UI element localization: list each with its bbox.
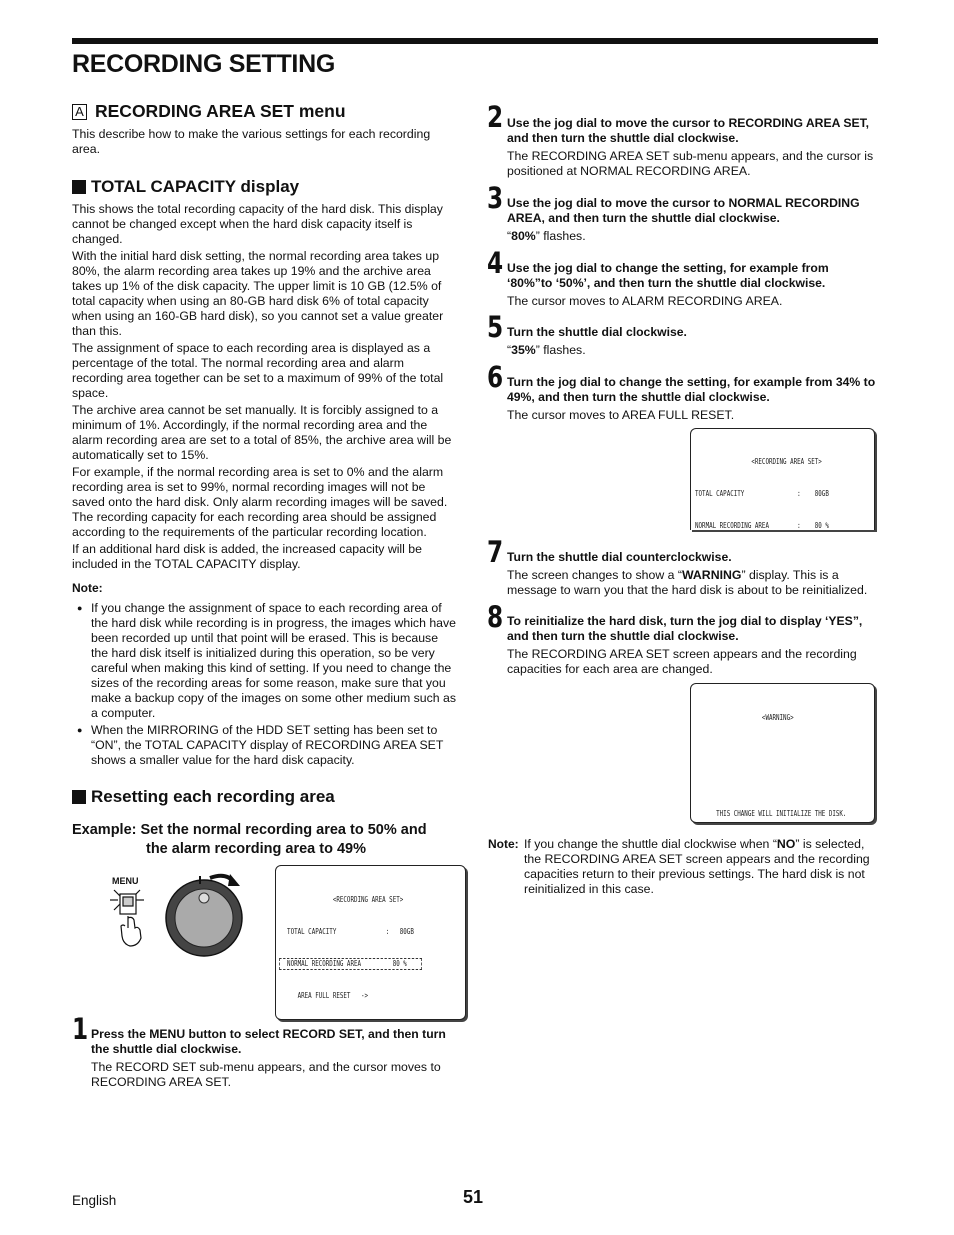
right-note — [488, 837, 878, 897]
step-4 — [507, 261, 877, 309]
menu-button-illustration — [108, 876, 152, 948]
top-rule — [72, 38, 878, 44]
note-bullet: ● If you change the assignment of space to each recording area of the hard disk while recording is in progress, the images which have been recorded up until that point will be erased. This is because the hard disk itself is initialized during this operation, so be very careful when making this kind of setting. If you need to change the sizes of the recording areas for some reason, make sure that you make a backup copy of the images on some other medium such as a computer. — [72, 601, 457, 721]
screen-line: TOTAL CAPACITY : 80GB — [695, 488, 829, 498]
note-strong: NO — [776, 837, 796, 851]
step-result-text: ” display. This is a message to warn you that the hard disk is about to be reinitialized. — [507, 568, 868, 597]
example-caption — [72, 821, 462, 859]
example-line-1: Example: Set the normal recording area to 50% and — [72, 822, 427, 838]
step-result — [507, 568, 877, 598]
note-label: Note: — [72, 581, 103, 595]
note-text-part: ” is selected, the RECORDING AREA SET screen appears and the recording capacities return to their previous settings. The hard disk is not reinitialized in this case. — [524, 837, 870, 896]
warning-screen — [690, 683, 875, 823]
note-text — [488, 837, 878, 897]
screen-line: NORMAL RECORDING AREA : 80 % — [695, 520, 829, 530]
screen-line — [695, 777, 832, 788]
footer-language: English — [72, 1193, 117, 1208]
step-number: 5 — [487, 310, 504, 344]
screen-line: AREA FULL RESET -> — [280, 990, 369, 1000]
step-result-text: The screen changes to show a “ — [507, 568, 682, 582]
step-instruction: Turn the shuttle dial counterclockwise. — [507, 550, 732, 564]
recording-area-set-screen — [690, 428, 875, 530]
step-result: “80%” flashes. — [507, 229, 586, 243]
step-5 — [507, 325, 877, 358]
step-instruction: Use the jog dial to change the setting, for example from ‘80%”to ‘50%’, and then turn the shuttle dial clockwise. — [507, 261, 829, 290]
total-capacity-heading — [72, 177, 299, 197]
section-a-title: RECORDING AREA SET menu — [95, 101, 346, 121]
step-instruction: Use the jog dial to move the cursor to NORMAL RECORDING AREA, and then turn the shuttle dial clockwise. — [507, 196, 860, 225]
step-instruction: Turn the jog dial to change the setting, for example from 34% to 49%, and then turn the shuttle dial clockwise. — [507, 375, 876, 404]
step-number: 3 — [487, 181, 504, 215]
step-number: 8 — [487, 600, 504, 634]
screen-line: TOTAL CAPACITY : 80GB — [280, 926, 414, 936]
note-text-part: If you change the shuttle dial clockwise when “ — [524, 837, 777, 851]
square-bullet-icon — [72, 790, 86, 804]
page-title: RECORDING SETTING — [72, 50, 335, 78]
step-instruction: Press the MENU button to select RECORD SET, and then turn the shuttle dial clockwise. — [91, 1027, 446, 1056]
step-instruction: Use the jog dial to move the cursor to RECORDING AREA SET, and then turn the shuttle dial clockwise. — [507, 116, 870, 145]
step-6 — [507, 375, 877, 423]
note-bullet: ● When the MIRRORING of the HDD SET setting has been set to “ON”, the TOTAL CAPACITY display of RECORDING AREA SET shows a smaller value for the hard disk capacity. — [72, 723, 457, 768]
paragraph: This shows the total recording capacity of the hard disk. This display cannot be changed except when the hard disk capacity itself is changed. — [72, 202, 443, 246]
square-bullet-icon — [72, 180, 86, 194]
paragraph: The assignment of space to each recording area is displayed as a percentage of the total. The normal recording area and alarm recording area together can be set to a maximum of 99% of the total space. — [72, 341, 444, 400]
screen-line: THIS CHANGE WILL INITIALIZE THE DISK. — [695, 808, 847, 818]
paragraph: If an additional hard disk is added, the increased capacity will be included in the TOTAL CAPACITY display. — [72, 542, 422, 571]
resetting-title: Resetting each recording area — [91, 787, 335, 806]
step-instruction: To reinitialize the hard disk, turn the jog dial to display ‘YES”, and then turn the shuttle dial clockwise. — [507, 614, 863, 643]
step-number: 4 — [487, 246, 504, 280]
step-number: 7 — [487, 535, 504, 569]
step-result: The RECORD SET sub-menu appears, and the cursor moves to RECORDING AREA SET. — [91, 1060, 441, 1089]
step-result-text: ” flashes. — [535, 343, 586, 357]
section-a-intro: This describe how to make the various settings for each recording area. — [72, 127, 431, 156]
total-capacity-title: TOTAL CAPACITY display — [91, 177, 300, 196]
step-result: “35%” flashes. — [507, 343, 586, 357]
step-number: 6 — [487, 360, 504, 394]
paragraph: The archive area cannot be set manually. It is forcibly assigned to a minimum of 1%. Accordingly, if the normal recording area and the alarm recording area are set to a total of 85%, the archive area will be automatically set to 15%. — [72, 403, 452, 462]
screen-line: <RECORDING AREA SET> — [280, 895, 404, 905]
jog-dial-icon — [164, 868, 268, 960]
paragraph: For example, if the normal recording area is set to 0% and the alarm recording area is set to 99%, normal recording images will not be saved onto the hard disk. Only alarm recording images will be saved. The recording capacity for each recording area should be assigned according to the requirements of the particular recording location. — [72, 465, 448, 539]
note-label: Note: — [488, 837, 519, 851]
flashing-value: 80% — [511, 229, 536, 243]
step-result: The RECORDING AREA SET screen appears and the recording capacities for each area are changed. — [507, 647, 857, 676]
example-line-2: the alarm recording area to 49% — [146, 841, 366, 857]
step-1 — [91, 1027, 461, 1090]
step-instruction: Turn the shuttle dial clockwise. — [507, 325, 687, 339]
section-a-heading — [72, 101, 346, 122]
step-result: The RECORDING AREA SET sub-menu appears, and the cursor is positioned at NORMAL RECORDING AREA. — [507, 149, 874, 178]
step-result-text: ” flashes. — [535, 229, 586, 243]
screen-line: <WARNING> — [695, 713, 794, 723]
step-number: 2 — [487, 100, 504, 134]
step-8 — [507, 614, 877, 677]
screen-line — [695, 745, 832, 756]
step-result: The cursor moves to AREA FULL RESET. — [507, 408, 735, 422]
section-badge: A — [72, 104, 87, 120]
screen-line-highlighted: NORMAL RECORDING AREA 80 % — [280, 959, 421, 970]
step-2 — [507, 116, 877, 179]
screen-line: <RECORDING AREA SET> — [695, 457, 822, 467]
total-capacity-body — [72, 202, 457, 770]
hand-press-icon — [108, 876, 152, 948]
menu-label: MENU — [112, 876, 139, 886]
page-number: 51 — [463, 1187, 484, 1207]
step-number: 1 — [72, 1012, 89, 1046]
step-7 — [507, 550, 877, 598]
jog-shuttle-dial[interactable] — [164, 868, 268, 960]
paragraph: With the initial hard disk setting, the normal recording area takes up 80%, the alarm recording area takes up 19% and the archive area takes up 1% of the disk capacity. The upper limit is 10 GB (12.5% of total capacity when using an 80-GB hard disk 6% of total capacity when using an 160-GB hard disk), so you cannot set a value greater than this. — [72, 249, 444, 338]
flashing-value: 35% — [511, 343, 536, 357]
step-result: The cursor moves to ALARM RECORDING AREA. — [507, 294, 783, 308]
resetting-heading — [72, 787, 335, 807]
warning-word: WARNING — [682, 568, 742, 582]
step-3 — [507, 196, 877, 244]
recording-area-set-screen-example — [275, 865, 466, 1020]
